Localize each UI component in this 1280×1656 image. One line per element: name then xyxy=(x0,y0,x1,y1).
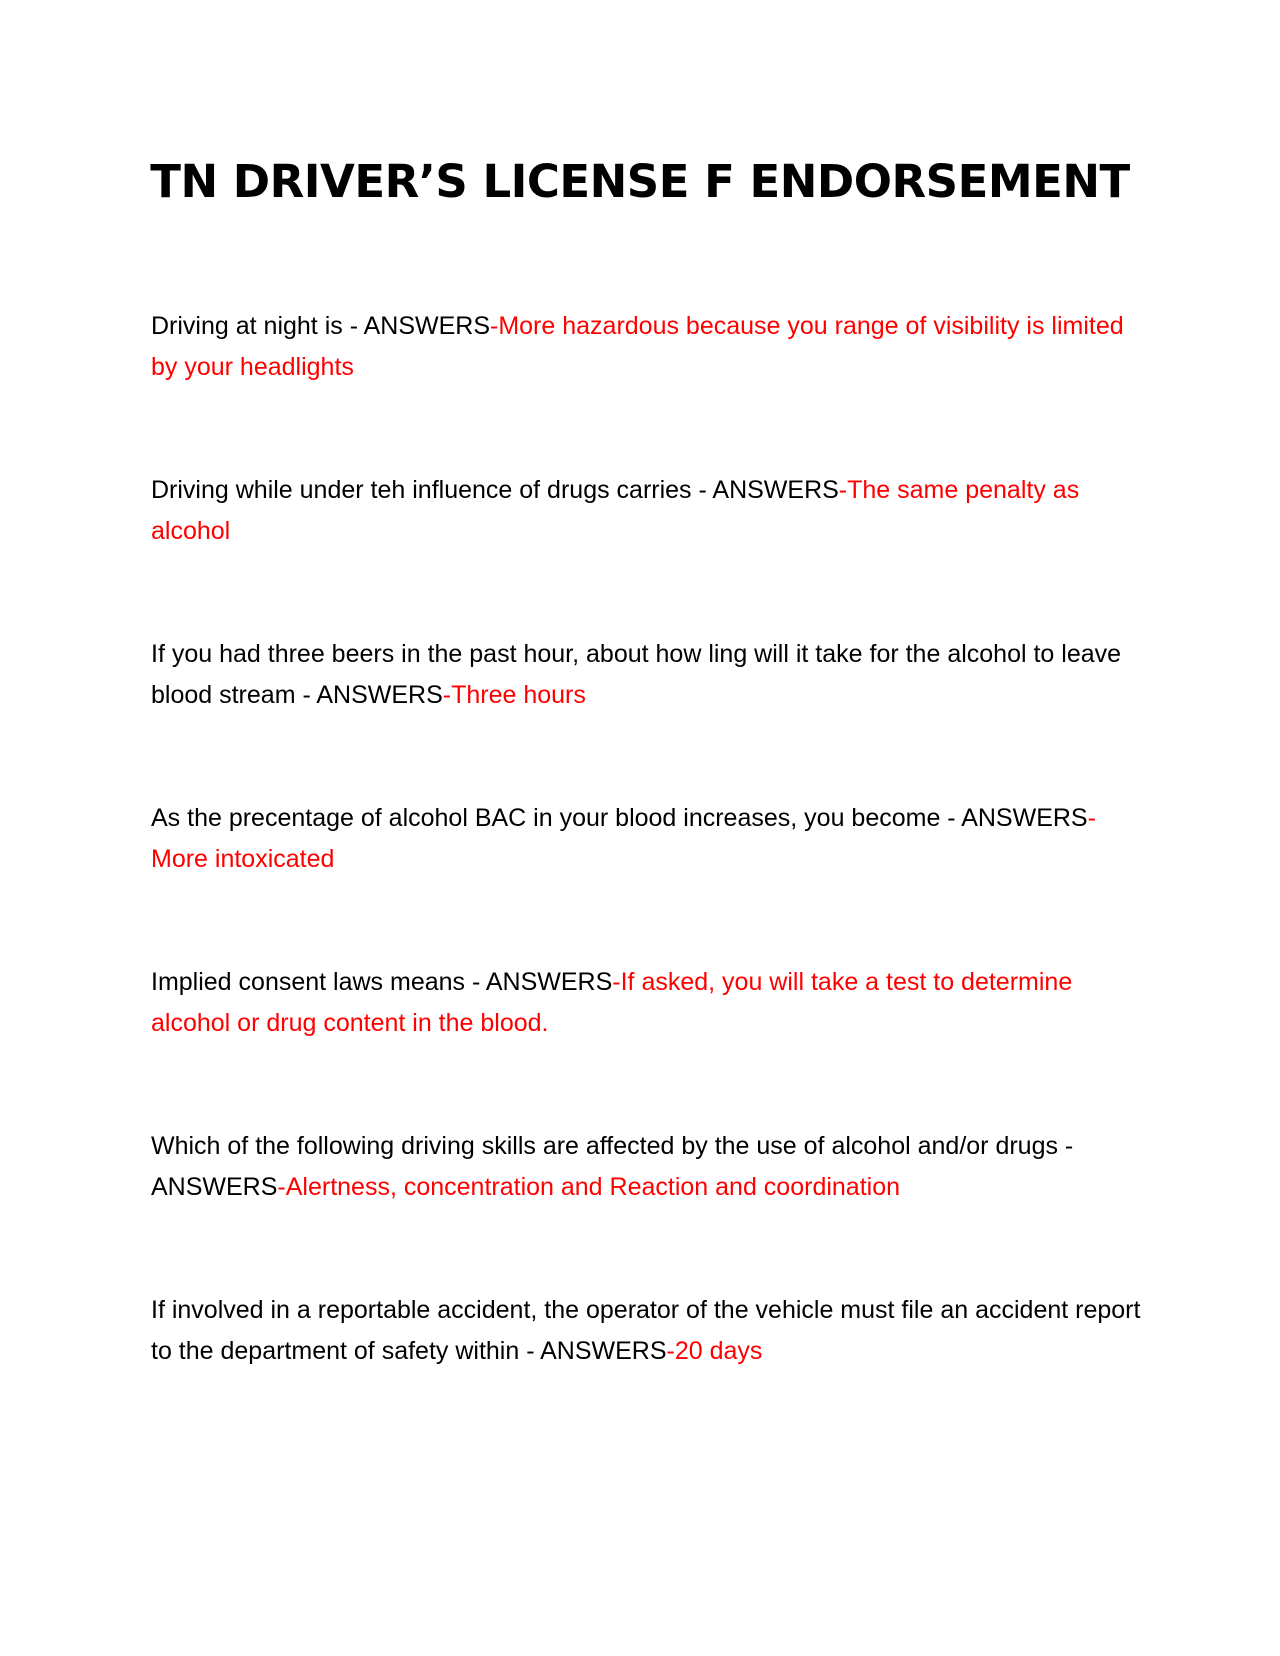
question-text: Implied consent laws means - ANSWERS xyxy=(151,968,613,996)
qa-item-3 xyxy=(151,634,1141,716)
document-title: TN DRIVER’S LICENSE F ENDORSEMENT xyxy=(150,155,1130,208)
qa-item-1 xyxy=(151,306,1141,388)
qa-item-2 xyxy=(151,470,1141,552)
question-text: If you had three beers in the past hour, about how ling will it take for the alcohol to leave blood stream - ANSWERS xyxy=(151,640,1122,709)
qa-list xyxy=(151,306,1141,1454)
qa-item-4 xyxy=(151,798,1141,880)
answer-text: -Three hours xyxy=(442,681,586,709)
answer-text: -More hazardous because you range of visibility is limited by your headlights xyxy=(151,312,1124,381)
question-text: If involved in a reportable accident, the operator of the vehicle must file an accident report to the department of safety within - ANSWERS xyxy=(151,1296,1141,1365)
question-text: As the precentage of alcohol BAC in your blood increases, you become - ANSWERS xyxy=(151,804,1088,832)
answer-text: -Alertness, concentration and Reaction and coordination xyxy=(277,1173,901,1201)
answer-text: -More intoxicated xyxy=(151,804,1096,873)
question-text: Driving while under teh influence of drugs carries - ANSWERS xyxy=(151,476,839,504)
question-text: Which of the following driving skills are affected by the use of alcohol and/or drugs - ANSWERS xyxy=(151,1132,1074,1201)
question-text: Driving at night is - ANSWERS xyxy=(151,312,490,340)
qa-item-7 xyxy=(151,1290,1141,1372)
answer-text: -If asked, you will take a test to determine alcohol or drug content in the blood. xyxy=(151,968,1073,1037)
answer-text: -The same penalty as alcohol xyxy=(151,476,1080,545)
answer-text: -20 days xyxy=(666,1337,763,1365)
qa-item-6 xyxy=(151,1126,1141,1208)
qa-item-5 xyxy=(151,962,1141,1044)
